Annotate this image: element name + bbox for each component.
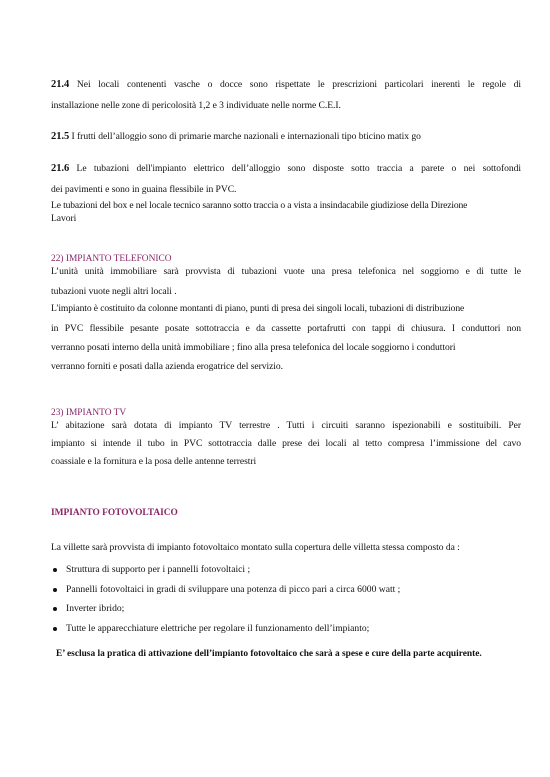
section-21-6-line-4: Lavori [51, 213, 77, 224]
tv-line-3: coassiale e la fornitura e la posa delle antenne terrestri [51, 456, 257, 467]
tv-line-1: L’ abitazione sarà dotata di impianto TV terrestre . Tutti i circuiti saranno ispezionabili e sostituibili. Per [51, 420, 521, 431]
bullet-icon [53, 627, 57, 631]
section-number: 21.5 [51, 131, 70, 142]
section-number: 21.4 [51, 79, 70, 90]
section-21-5-line-1 [51, 131, 521, 143]
list-item-text: Struttura di supporto per i pannelli fotovoltaici ; [66, 564, 251, 575]
section-21-4-line-2: installazione nelle zone di pericolosità 1,2 e 3 individuate nelle norme C.E.I. [51, 100, 341, 111]
section-heading-tv: 23) IMPIANTO TV [51, 408, 127, 418]
list-item-text: Inverter ibrido; [66, 603, 125, 614]
bullet-icon [53, 607, 57, 611]
paragraph-text: Le tubazioni dell'impianto elettrico dell’alloggio sono disposte sotto traccia a parete o nei sottofondi [76, 163, 521, 174]
bullet-icon [53, 588, 57, 592]
telefonico-line-2: tubazioni vuote negli altri locali . [51, 286, 177, 297]
fotovoltaico-note: E’ esclusa la pratica di attivazione dell’impianto fotovoltaico che sarà a spese e cure della parte acquirente. [56, 649, 482, 659]
section-21-6-line-3: Le tubazioni del box e nel locale tecnico saranno sotto traccia o a vista a insindacabile giudiziose della Direzione [51, 200, 468, 211]
telefonico-line-5: verranno posati interno della unità immobiliare ; fino alla presa telefonica del locale soggiorno i conduttori [51, 342, 456, 353]
telefonico-line-1: L’unità unità immobiliare sarà provvista di tubazioni vuote una presa telefonica nel soggiorno e di tutte le [51, 266, 521, 277]
section-21-6-line-2: dei pavimenti e sono in guaina flessibile in PVC. [51, 184, 237, 195]
section-number: 21.6 [51, 163, 70, 174]
paragraph-text: I frutti dell’alloggio sono di primarie marche nazionali e internazionali tipo bticino matix go [71, 131, 421, 142]
fotovoltaico-intro: La villette sarà provvista di impianto fotovoltaico montato sulla copertura delle villetta stessa composto da : [51, 542, 460, 553]
list-item-text: Pannelli fotovoltaici in gradi di sviluppare una potenza di picco pari a circa 6000 watt ; [66, 584, 401, 595]
paragraph-text: Nei locali contenenti vasche o docce sono rispettate le prescrizioni particolari inerenti le regole di [76, 79, 521, 90]
telefonico-line-4: in PVC flessibile pesante posate sottotraccia e da cassette portafrutti con tappi di chiusura. I conduttori non [51, 323, 521, 334]
section-heading-telefonico: 22) IMPIANTO TELEFONICO [51, 254, 172, 264]
tv-line-2: impianto si intende il tubo in PVC sottotraccia dalle prese dei locali al tetto compresa l’immissione del cavo [51, 438, 521, 449]
telefonico-line-6: verranno forniti e posati dalla azienda erogatrice del servizio. [51, 361, 284, 372]
list-item-text: Tutte le apparecchiature elettriche per regolare il funzionamento dell’impianto; [66, 623, 370, 634]
section-21-4-line-1 [51, 79, 521, 91]
telefonico-line-3: L'impianto è costituito da colonne montanti di piano, punti di presa dei singoli locali, tubazioni di distribuzione [51, 303, 465, 314]
section-21-6-line-1 [51, 163, 521, 175]
section-heading-fotovoltaico: IMPIANTO FOTOVOLTAICO [51, 508, 178, 518]
bullet-icon [53, 568, 57, 572]
